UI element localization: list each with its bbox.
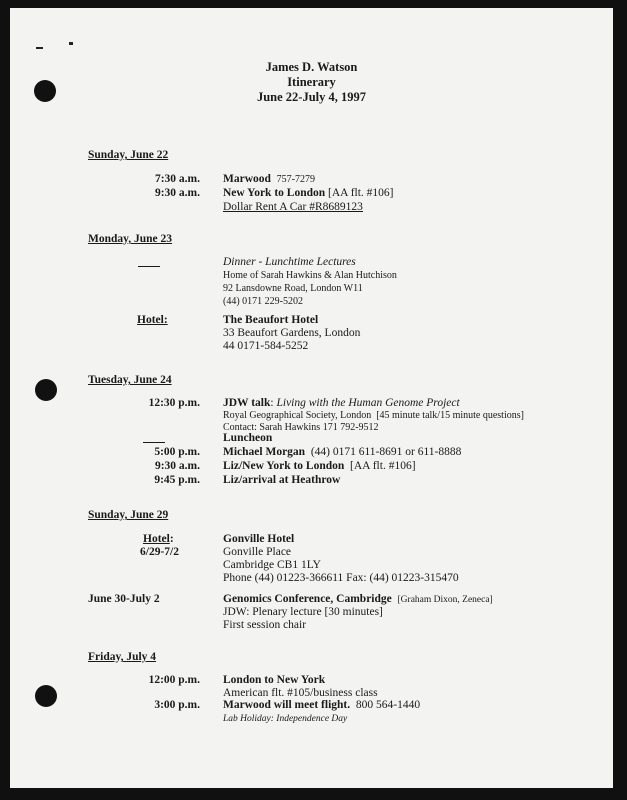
time: 9:30 a.m. [154,187,200,199]
entry-note: [AA flt. #106] [328,187,394,199]
entry-title: Marwood [223,173,271,185]
entry [223,445,461,459]
entry-line: JDW: Plenary lecture [30 minutes] [223,606,383,618]
entry-line: Royal Geographical Society, London [45 minute talk/15 minute questions] [223,410,524,421]
time: 12:30 p.m. [148,397,200,409]
punch-hole-bottom [35,685,57,707]
day-heading: Friday, July 4 [88,651,157,663]
time-dash [138,266,160,267]
entry: JDW talk: Living with the Human Genome Project [223,397,460,409]
entry-title: Luncheon [223,432,273,444]
entry-title: Liz/arrival at Heathrow [223,474,341,486]
time: 12:00 p.m. [148,674,200,686]
entry [223,186,394,200]
car-rental: Dollar Rent A Car #R8689123 [223,201,363,213]
entry [223,172,315,187]
entry-title: New York to London [223,187,326,199]
hotel-name: Gonville Hotel [223,533,295,545]
hotel-phone: 44 0171-584-5252 [223,340,309,352]
time: 9:30 a.m. [154,460,200,472]
header-dates: June 22-July 4, 1997 [256,90,367,104]
day-heading: Tuesday, June 24 [88,374,172,386]
holiday-note: Lab Holiday: Independence Day [223,714,348,724]
entry-line: Home of Sarah Hawkins & Alan Hutchison [223,270,397,281]
entry [223,698,420,712]
entry-note: [Graham Dixon, Zeneca] [397,595,493,605]
hotel-address: Cambridge CB1 1LY [223,559,321,571]
entry-title: London to New York [223,674,326,686]
hotel-address: Gonville Place [223,546,292,558]
hotel-phone: Phone (44) 01223-366611 Fax: (44) 01223-315470 [223,572,459,584]
day-heading: Sunday, June 29 [88,509,169,521]
hotel-name: The Beaufort Hotel [223,314,319,326]
time: 7:30 a.m. [154,173,200,185]
talk-title: Living with the Human Genome Project [276,397,460,409]
entry-title: Genomics Conference, Cambridge [223,593,392,605]
entry-line: 92 Lansdowne Road, London W11 [223,283,363,294]
hotel-dates: 6/29-7/2 [140,546,179,558]
entry-title: Marwood will meet flight. [223,699,351,711]
day-heading: Sunday, June 22 [88,149,169,161]
entry-line: (44) 0171 229-5202 [223,296,303,307]
time: 3:00 p.m. [154,699,200,711]
hotel-label: Hotel: [137,314,168,326]
header-title: Itinerary [287,75,336,89]
day-heading: Monday, June 23 [88,233,173,245]
punch-hole-middle [35,379,57,401]
entry-phone: 757-7279 [276,174,316,185]
entry-line: First session chair [223,619,307,631]
stray-mark [69,42,73,45]
entry-note: [AA flt. #106] [350,460,416,472]
time: 5:00 p.m. [154,446,200,458]
entry-line: Contact: Sarah Hawkins 171 792-9512 [223,422,379,433]
entry [223,459,416,473]
hotel-address: 33 Beaufort Gardens, London [223,327,361,339]
entry-title: Liz/New York to London [223,460,345,472]
entry-phone: 800 564-1440 [355,699,421,711]
conference-dates: June 30-July 2 [88,593,160,605]
time: 9:45 p.m. [154,474,200,486]
hotel-label: Hotel: [143,533,174,545]
entry-title: Michael Morgan [223,446,306,458]
header-name: James D. Watson [265,60,358,74]
stray-mark [36,47,43,49]
entry-line: American flt. #105/business class [223,687,378,699]
time-dash [143,442,165,443]
entry-phone: (44) 0171 611-8691 or 611-8888 [310,446,462,458]
entry-title: Dinner - Lunchtime Lectures [223,256,356,268]
document-page [10,8,613,788]
entry-title: JDW talk [223,397,271,409]
document-header [10,60,613,105]
